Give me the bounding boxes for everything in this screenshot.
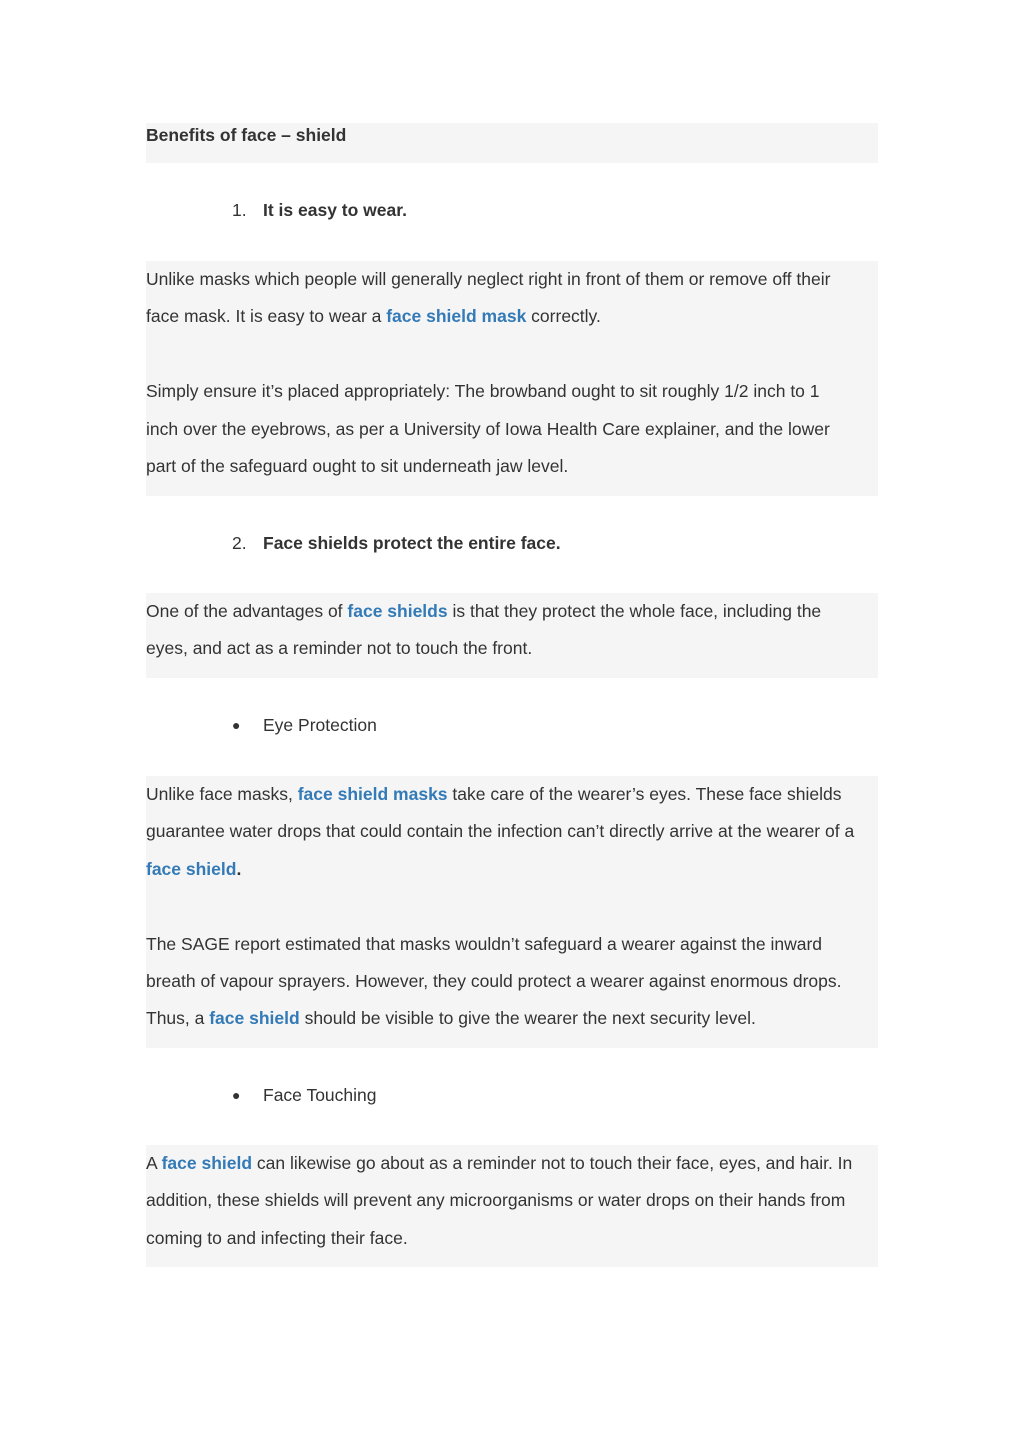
face-shield-link[interactable]: face shield xyxy=(146,858,237,879)
bullet-icon: ● xyxy=(232,1087,241,1103)
list-item-text: Face shields protect the entire face. xyxy=(263,533,561,553)
face-shield-link[interactable]: face shield xyxy=(161,1153,253,1173)
paragraph-line: guarantee water drops that could contain the infection can’t directly arrive at the wearer of a xyxy=(146,821,855,842)
paragraph-line: coming to and infecting their face. xyxy=(146,1227,408,1248)
bullet-item-face-touching xyxy=(146,1083,878,1107)
list-number: 1. xyxy=(232,200,247,220)
list-item-1 xyxy=(146,198,878,222)
list-item-text: It is easy to wear. xyxy=(263,200,407,220)
paragraph-line: part of the safeguard ought to sit underneath jaw level. xyxy=(146,455,569,476)
paragraph-block-eye-protection xyxy=(146,776,878,1048)
paragraph-block-easy-to-wear xyxy=(146,261,878,496)
list-item-2 xyxy=(146,531,878,555)
bullet-item-eye-protection xyxy=(146,713,878,737)
paragraph-line: One of the advantages of face shields is that they protect the whole face, including the xyxy=(146,601,822,621)
paragraph-line: face mask. It is easy to wear a face shield mask correctly. xyxy=(146,306,601,327)
paragraph-line: Simply ensure it’s placed appropriately: The browband ought to sit roughly 1/2 inch to 1 xyxy=(146,381,820,402)
list-number: 2. xyxy=(232,533,247,553)
bullet-item-text: Face Touching xyxy=(263,1085,377,1105)
paragraph-line: addition, these shields will prevent any microorganisms or water drops on their hands from xyxy=(146,1190,846,1211)
paragraph-line: inch over the eyebrows, as per a University of Iowa Health Care explainer, and the lower xyxy=(146,418,830,439)
face-shields-link[interactable]: face shields xyxy=(347,601,448,621)
paragraph-block-protect-face xyxy=(146,593,878,678)
face-shield-mask-link[interactable]: face shield mask xyxy=(386,306,527,327)
paragraph-line: Thus, a face shield should be visible to give the wearer the next security level. xyxy=(146,1008,756,1029)
page-title: Benefits of face – shield xyxy=(146,123,878,163)
paragraph-line: Unlike face masks, face shield masks take care of the wearer’s eyes. These face shields xyxy=(146,784,842,804)
paragraph-line: face shield. xyxy=(146,858,242,879)
paragraph-line: Unlike masks which people will generally neglect right in front of them or remove off their xyxy=(146,269,831,289)
paragraph-line: A face shield can likewise go about as a reminder not to touch their face, eyes, and hair. In xyxy=(146,1153,853,1173)
bullet-item-text: Eye Protection xyxy=(263,715,377,735)
paragraph-block-face-touching xyxy=(146,1145,878,1267)
face-shield-masks-link[interactable]: face shield masks xyxy=(297,784,448,804)
paragraph-line: eyes, and act as a reminder not to touch the front. xyxy=(146,638,533,659)
paragraph-line: The SAGE report estimated that masks wouldn’t safeguard a wearer against the inward xyxy=(146,933,823,954)
paragraph-line: breath of vapour sprayers. However, they could protect a wearer against enormous drops. xyxy=(146,970,842,991)
face-shield-link[interactable]: face shield xyxy=(209,1008,300,1029)
bullet-icon: ● xyxy=(232,717,241,733)
